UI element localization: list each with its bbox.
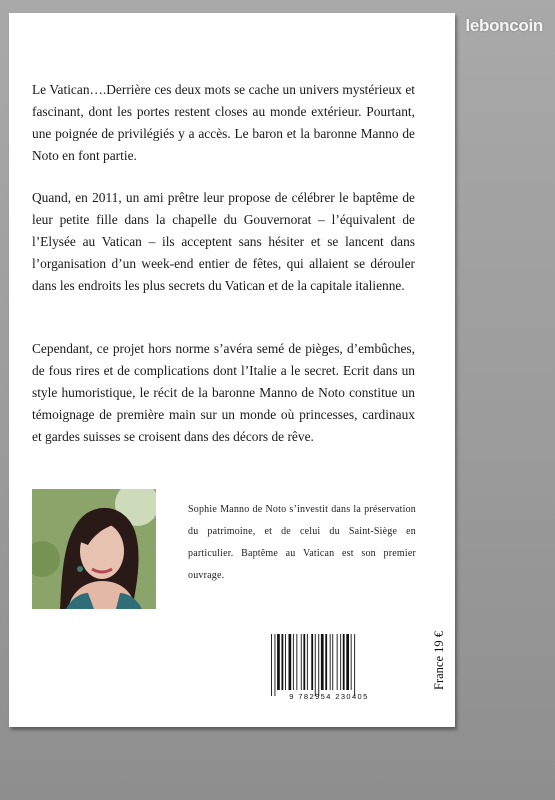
- barcode-bar: [282, 634, 284, 690]
- barcode-bar: [277, 634, 280, 690]
- barcode-bar: [293, 634, 294, 690]
- barcode-bar: [325, 634, 327, 690]
- barcode-bar: [343, 634, 345, 690]
- barcode-bar: [340, 634, 341, 690]
- barcode-bar: [321, 634, 324, 690]
- price-label: France 19 €: [432, 630, 446, 690]
- blurb-paragraph-1: Le Vatican….Derrière ces deux mots se cache un univers mystérieux et fascinant, dont les portes restent closes au monde extérieur. Pourtant, une poignée de privilégiés y a accès. Le baron et la baronne Manno de Noto en font partie.: [32, 82, 415, 163]
- author-bio: Sophie Manno de Noto s’investit dans la préservation du patrimoine, et de celui du Saint-Siège en particulier. Baptême au Vatican est son premier ouvrage.: [188, 504, 416, 581]
- barcode-bar: [289, 634, 292, 690]
- barcode-bar: [318, 634, 319, 696]
- barcode-bar: [271, 634, 272, 696]
- barcode-bar: [311, 634, 313, 690]
- barcode-bar: [275, 634, 276, 696]
- barcode-bar: [301, 634, 302, 690]
- leboncoin-watermark: leboncoin: [465, 16, 543, 35]
- barcode-bar: [346, 634, 349, 690]
- barcode-bar: [351, 634, 352, 690]
- blurb-paragraph-3: Cependant, ce projet hors norme s’avéra semé de pièges, d’embûches, de fous rires et de complications dont l’Italie a le secret. Ecrit dans un style humoristique, le récit de la baronne Manno de Noto constitue un témoignage de première main sur un monde où princesses, cardinaux et gardes suisses se croisent dans des décors de rêve.: [32, 341, 415, 444]
- barcode-bar: [330, 634, 331, 690]
- barcode-bar: [354, 634, 355, 696]
- barcode-bar: [332, 634, 333, 690]
- barcode-bar: [303, 634, 305, 690]
- barcode-bar: [307, 634, 308, 690]
- blurb-paragraph-2: Quand, en 2011, un ami prêtre leur propose de célébrer le baptême de leur petite fille dans la chapelle du Gouvernorat – l’équivalent de l’Elysée au Vatican – ils acceptent sans hésiter et se lancent dans l’organisation d’un week-end entier de fêtes, qui allaient se dérouler dans les endroits les plus secrets du Vatican et de la capitale italienne.: [32, 190, 415, 293]
- barcode-bar: [337, 634, 338, 690]
- barcode-bar: [285, 634, 286, 690]
- barcode-bar: [315, 634, 316, 696]
- isbn-number: 9 782954 230405: [289, 692, 369, 701]
- author-photo: [32, 489, 156, 609]
- barcode-bar: [296, 634, 297, 690]
